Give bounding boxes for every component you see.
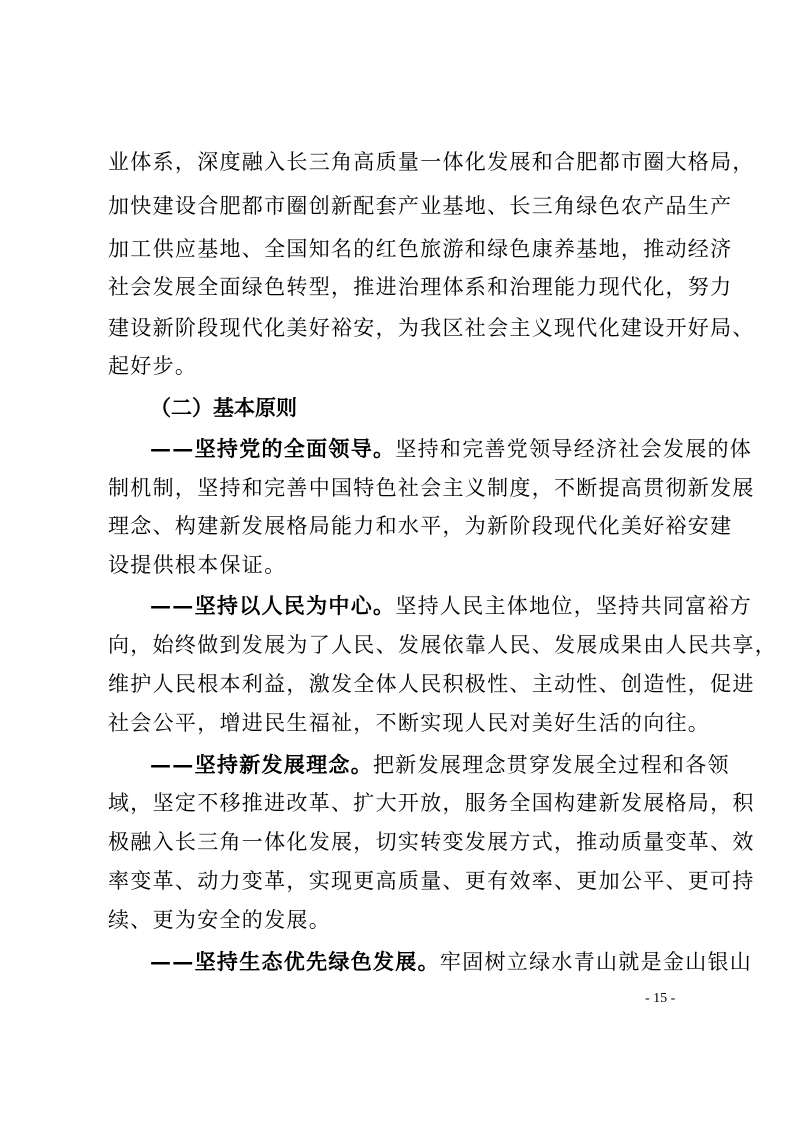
principle-title: ——坚持新发展理念。 bbox=[150, 752, 373, 777]
body-text-line: 理念、构建新发展格局能力和水平，为新阶段现代化美好裕安建 bbox=[108, 514, 733, 538]
principle-text: 牢固树立绿水青山就是金山银山 bbox=[439, 950, 753, 974]
principle-text: 坚持人民主体地位，坚持共同富裕方 bbox=[395, 594, 753, 618]
principle-text: 把新发展理念贯穿发展全过程和各领 bbox=[373, 753, 730, 777]
principle-title: ——坚持以人民为中心。 bbox=[150, 593, 396, 618]
body-text-line: 率变革、动力变革，实现更高质量、更有效率、更加公平、更可持 bbox=[108, 869, 755, 893]
body-text-line: 社会发展全面绿色转型，推进治理体系和治理能力现代化，努力 bbox=[108, 275, 733, 299]
body-text-line: 社会公平，增进民生福祉，不断实现人民对美好生活的向往。 bbox=[108, 711, 711, 735]
body-text-line: 续、更为安全的发展。 bbox=[108, 908, 331, 932]
body-text-line: 域，坚定不移推进改革、扩大开放，服务全国构建新发展格局，积 bbox=[108, 791, 755, 815]
body-text-line: 向，始终做到发展为了人民、发展依靠人民、发展成果由人民共享， bbox=[108, 633, 777, 657]
principle-first-line bbox=[150, 591, 753, 621]
principle-first-line bbox=[150, 750, 730, 780]
body-text-line: 业体系，深度融入长三角高质量一体化发展和合肥都市圈大格局， bbox=[108, 150, 755, 174]
body-text-line: 制机制，坚持和完善中国特色社会主义制度，不断提高贯彻新发展 bbox=[108, 476, 755, 500]
principle-title: ——坚持党的全面领导。 bbox=[150, 436, 396, 461]
body-text-line: 起好步。 bbox=[108, 354, 198, 378]
principle-first-line bbox=[150, 434, 753, 464]
principle-title: ——坚持生态优先绿色发展。 bbox=[150, 949, 440, 974]
principle-text: 坚持和完善党领导经济社会发展的体 bbox=[395, 437, 753, 461]
body-text-line: 加快建设合肥都市圈创新配套产业基地、长三角绿色农产品生产 bbox=[108, 194, 733, 218]
body-text-line: 设提供根本保证。 bbox=[108, 553, 287, 577]
principle-first-line bbox=[150, 947, 753, 977]
section-heading: （二）基本原则 bbox=[150, 395, 297, 420]
body-text-line: 极融入长三角一体化发展，切实转变发展方式，推动质量变革、效 bbox=[108, 830, 755, 854]
page-number: - 15 - bbox=[645, 991, 676, 1006]
body-text-line: 加工供应基地、全国知名的红色旅游和绿色康养基地，推动经济 bbox=[108, 237, 733, 261]
body-text-line: 建设新阶段现代化美好裕安，为我区社会主义现代化建设开好局、 bbox=[108, 316, 755, 340]
body-text-line: 维护人民根本利益，激发全体人民积极性、主动性、创造性，促进 bbox=[108, 672, 755, 696]
